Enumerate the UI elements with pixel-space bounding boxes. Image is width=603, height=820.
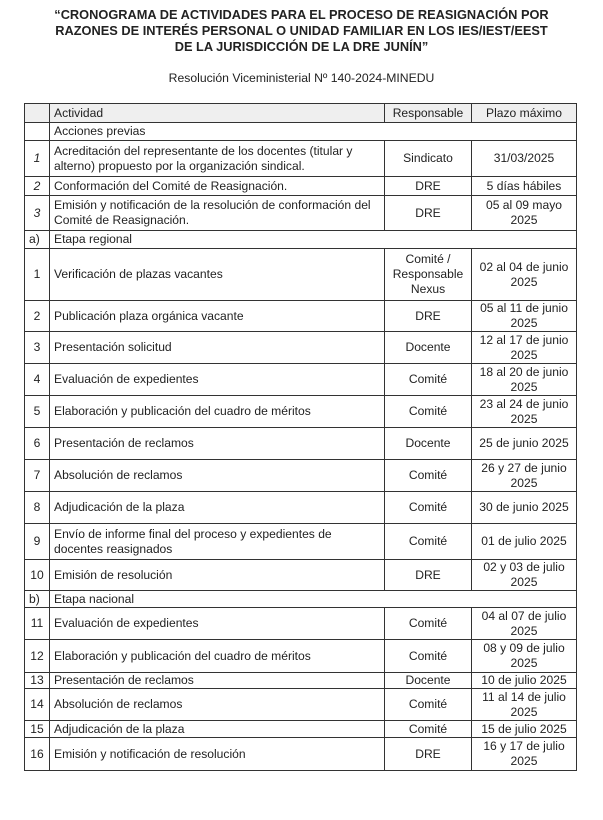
row-number: 9	[25, 524, 50, 560]
deadline-cell: 02 al 04 de junio 2025	[472, 249, 577, 301]
section-title: Acciones previas	[50, 123, 577, 141]
table-row	[25, 524, 577, 560]
section-row	[25, 591, 577, 608]
deadline-cell: 16 y 17 de julio 2025	[472, 738, 577, 771]
table-row	[25, 640, 577, 673]
deadline-cell: 5 días hábiles	[472, 177, 577, 196]
table-row	[25, 196, 577, 231]
activity-cell: Envío de informe final del proceso y expedientes de docentes reasignados	[50, 524, 385, 560]
responsible-cell: DRE	[385, 301, 472, 332]
activity-cell: Evaluación de expedientes	[50, 608, 385, 640]
deadline-cell: 15 de julio 2025	[472, 721, 577, 738]
document-title	[0, 7, 603, 55]
deadline-cell: 12 al 17 de junio 2025	[472, 332, 577, 364]
row-number: 10	[25, 560, 50, 591]
responsible-cell: Comité	[385, 364, 472, 396]
deadline-cell: 30 de junio 2025	[472, 492, 577, 524]
responsible-cell: Comité	[385, 608, 472, 640]
activity-cell: Adjudicación de la plaza	[50, 721, 385, 738]
row-number: 8	[25, 492, 50, 524]
activity-cell: Emisión de resolución	[50, 560, 385, 591]
section-label: b)	[25, 591, 50, 608]
row-number: 15	[25, 721, 50, 738]
table-row	[25, 460, 577, 492]
title-line: “CRONOGRAMA DE ACTIVIDADES PARA EL PROCESO DE REASIGNACIÓN POR	[54, 7, 549, 22]
section-title: Etapa regional	[50, 231, 577, 249]
table-row	[25, 608, 577, 640]
activity-cell: Absolución de reclamos	[50, 460, 385, 492]
activity-cell: Verificación de plazas vacantes	[50, 249, 385, 301]
row-number: 3	[25, 196, 50, 231]
header-cell-activity: Actividad	[50, 104, 385, 123]
responsible-cell: Docente	[385, 673, 472, 689]
row-number: 14	[25, 689, 50, 721]
table-row	[25, 492, 577, 524]
responsible-cell: DRE	[385, 560, 472, 591]
responsible-cell: Comité	[385, 524, 472, 560]
responsible-cell: Comité	[385, 689, 472, 721]
section-title: Etapa nacional	[50, 591, 577, 608]
table-row	[25, 721, 577, 738]
activity-cell: Adjudicación de la plaza	[50, 492, 385, 524]
activity-cell: Emisión y notificación de resolución	[50, 738, 385, 771]
responsible-cell: Comité / Responsable Nexus	[385, 249, 472, 301]
responsible-cell: DRE	[385, 177, 472, 196]
row-number: 7	[25, 460, 50, 492]
table-header-row	[25, 104, 577, 123]
row-number: 13	[25, 673, 50, 689]
deadline-cell: 23 al 24 de junio 2025	[472, 396, 577, 428]
row-number: 5	[25, 396, 50, 428]
schedule-table-body	[25, 104, 577, 771]
table-row	[25, 301, 577, 332]
table-row	[25, 177, 577, 196]
activity-cell: Emisión y notificación de la resolución de conformación del Comité de Reasignación.	[50, 196, 385, 231]
deadline-cell: 18 al 20 de junio 2025	[472, 364, 577, 396]
header-cell-responsible: Responsable	[385, 104, 472, 123]
responsible-cell: Comité	[385, 460, 472, 492]
responsible-cell: DRE	[385, 738, 472, 771]
activity-cell: Elaboración y publicación del cuadro de méritos	[50, 640, 385, 673]
section-label	[25, 123, 50, 141]
row-number: 1	[25, 141, 50, 177]
table-row	[25, 141, 577, 177]
title-line: DE LA JURISDICCIÓN DE LA DRE JUNÍN”	[174, 39, 429, 54]
deadline-cell: 25 de junio 2025	[472, 428, 577, 460]
table-row	[25, 673, 577, 689]
activity-cell: Elaboración y publicación del cuadro de méritos	[50, 396, 385, 428]
row-number: 6	[25, 428, 50, 460]
table-row	[25, 396, 577, 428]
activity-cell: Publicación plaza orgánica vacante	[50, 301, 385, 332]
deadline-cell: 05 al 11 de junio 2025	[472, 301, 577, 332]
deadline-cell: 26 y 27 de junio 2025	[472, 460, 577, 492]
responsible-cell: Sindicato	[385, 141, 472, 177]
activity-cell: Presentación de reclamos	[50, 673, 385, 689]
responsible-cell: Comité	[385, 396, 472, 428]
section-label: a)	[25, 231, 50, 249]
deadline-cell: 10 de julio 2025	[472, 673, 577, 689]
row-number: 11	[25, 608, 50, 640]
table-row	[25, 332, 577, 364]
deadline-cell: 31/03/2025	[472, 141, 577, 177]
row-number: 16	[25, 738, 50, 771]
deadline-cell: 02 y 03 de julio 2025	[472, 560, 577, 591]
row-number: 3	[25, 332, 50, 364]
table-row	[25, 738, 577, 771]
deadline-cell: 01 de julio 2025	[472, 524, 577, 560]
table-row	[25, 249, 577, 301]
table-row	[25, 689, 577, 721]
section-row	[25, 123, 577, 141]
responsible-cell: Docente	[385, 428, 472, 460]
responsible-cell: Comité	[385, 640, 472, 673]
deadline-cell: 08 y 09 de julio 2025	[472, 640, 577, 673]
responsible-cell: Comité	[385, 721, 472, 738]
row-number: 2	[25, 177, 50, 196]
deadline-cell: 04 al 07 de julio 2025	[472, 608, 577, 640]
activity-cell: Presentación de reclamos	[50, 428, 385, 460]
row-number: 1	[25, 249, 50, 301]
activity-cell: Conformación del Comité de Reasignación.	[50, 177, 385, 196]
title-line: RAZONES DE INTERÉS PERSONAL O UNIDAD FAMILIAR EN LOS IES/IEST/EEST	[55, 23, 548, 38]
schedule-table	[24, 103, 577, 771]
responsible-cell: Docente	[385, 332, 472, 364]
activity-cell: Absolución de reclamos	[50, 689, 385, 721]
deadline-cell: 05 al 09 mayo 2025	[472, 196, 577, 231]
responsible-cell: Comité	[385, 492, 472, 524]
row-number: 4	[25, 364, 50, 396]
row-number: 12	[25, 640, 50, 673]
activity-cell: Acreditación del representante de los docentes (titular y alterno) propuesto por la organización sindical.	[50, 141, 385, 177]
activity-cell: Evaluación de expedientes	[50, 364, 385, 396]
section-row	[25, 231, 577, 249]
table-row	[25, 560, 577, 591]
row-number: 2	[25, 301, 50, 332]
header-cell-number	[25, 104, 50, 123]
responsible-cell: DRE	[385, 196, 472, 231]
deadline-cell: 11 al 14 de julio 2025	[472, 689, 577, 721]
resolution-reference: Resolución Viceministerial Nº 140-2024-MINEDU	[168, 71, 435, 85]
table-row	[25, 428, 577, 460]
table-row	[25, 364, 577, 396]
header-cell-deadline: Plazo máximo	[472, 104, 577, 123]
activity-cell: Presentación solicitud	[50, 332, 385, 364]
